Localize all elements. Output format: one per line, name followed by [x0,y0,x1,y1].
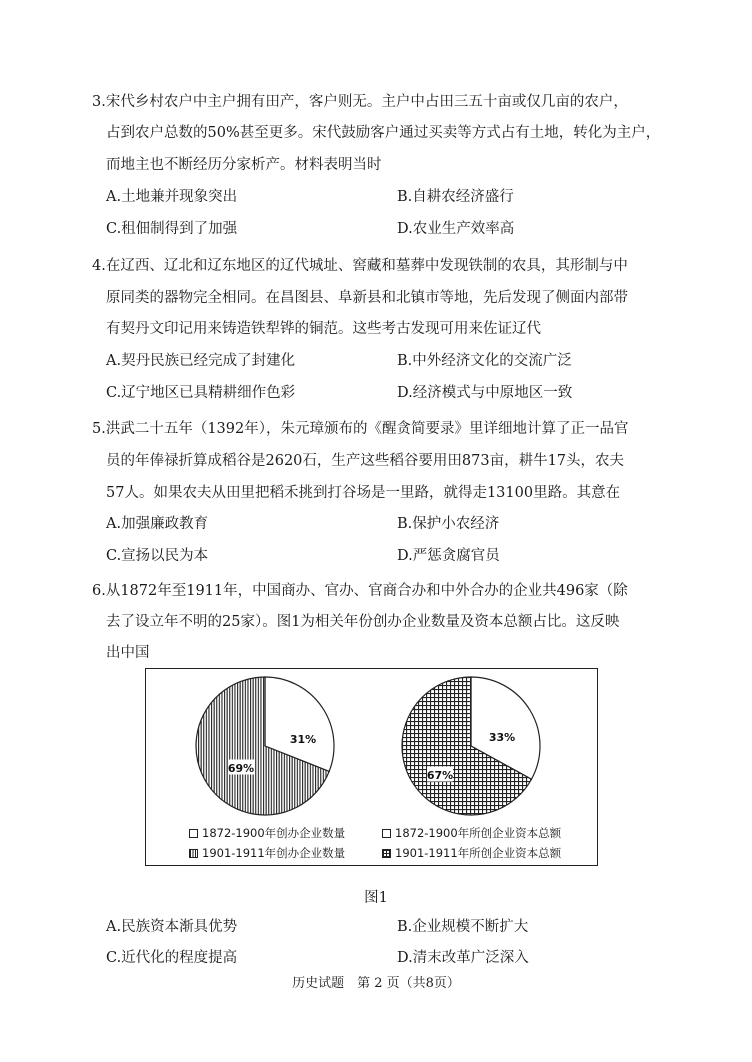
legend-item-3: 1901-1911年创办企业数量 [189,845,345,861]
legend-swatch-grid-icon [382,849,391,858]
q5-option-a: A.加强廉政教育 [106,516,209,532]
q3-option-a: A.土地兼并现象突出 [106,189,238,205]
pie-data-label-1-2: 69% [227,762,255,775]
figure-1-chart [145,668,598,866]
legend-item-2: 1872-1900年所创企业资本总额 [382,825,561,841]
pie-data-label-1-1: 31% [289,733,317,746]
q6-option-d: D.清末改革广泛深入 [397,950,529,966]
q4-stem-line-2: 原同类的器物完全相同。在昌图县、阜新县和北镇市等地，先后发现了侧面内部带 [106,290,628,306]
figure-caption: 图1 [364,890,388,906]
q6-option-b: B.企业规模不断扩大 [397,919,529,935]
legend-item-1: 1872-1900年创办企业数量 [189,825,345,841]
q3-option-c: C.租佃制得到了加强 [106,221,238,237]
pie-left-enterprise-count [196,677,334,815]
legend-swatch-vertical-lines-icon [189,849,198,858]
q4-option-d: D.经济模式与中原地区一致 [397,385,573,401]
q6-option-c: C.近代化的程度提高 [106,950,238,966]
q6-stem-line-3: 出中国 [106,645,150,661]
q4-stem-line-1: 4.在辽西、辽北和辽东地区的辽代城址、窖藏和墓葬中发现铁制的农具，其形制与中 [92,258,628,274]
q6-stem-line-1: 6.从1872年至1911年，中国商办、官办、官商合办和中外合办的企业共496家（除 [92,583,628,599]
q5-stem-line-3: 57人。如果农夫从田里把稻禾挑到打谷场是一里路，就得走13100里路。其意在 [106,485,621,501]
pie-data-label-2-1: 33% [488,731,516,744]
q5-option-d: D.严惩贪腐官员 [397,548,500,564]
q5-stem-line-2: 员的年俸禄折算成稻谷是2620石，生产这些稻谷要用田873亩，耕牛17头，农夫 [106,453,625,469]
pie-data-label-2-2: 67% [426,769,454,782]
q5-option-b: B.保护小农经济 [397,516,500,532]
pie-right-capital-total [402,677,540,815]
legend-swatch-blank-icon [189,829,198,838]
q4-option-b: B.中外经济文化的交流广泛 [397,353,572,369]
q4-stem-line-3: 有契丹文印记用来铸造铁犁铧的铜范。这些考古发现可用来佐证辽代 [106,321,541,337]
q6-option-a: A.民族资本渐具优势 [106,919,238,935]
page-footer: 历史试题 第 2 页（共8页） [292,976,460,991]
q3-stem-line-1: 3.宋代乡村农户中主户拥有田产，客户则无。主户中占田三五十亩或仅几亩的农户， [92,94,628,110]
q3-stem-line-3: 而地主也不断经历分家析产。材料表明当时 [106,157,382,173]
q5-stem-line-1: 5.洪武二十五年（1392年），朱元璋颁布的《醒贪简要录》里详细地计算了正一品官 [92,421,629,437]
legend-swatch-blank-icon [382,829,391,838]
q4-option-a: A.契丹民族已经完成了封建化 [106,353,296,369]
q4-option-c: C.辽宁地区已具精耕细作色彩 [106,385,296,401]
legend-item-4: 1901-1911年所创企业资本总额 [382,845,561,861]
q6-stem-line-2: 去了设立年不明的25家）。图1为相关年份创办企业数量及资本总额占比。这反映 [106,614,620,630]
q5-option-c: C.宣扬以民为本 [106,548,209,564]
q3-stem-line-2: 占到农户总数的50%甚至更多。宋代鼓励客户通过买卖等方式占有土地，转化为主户， [106,125,661,141]
q3-option-b: B.自耕农经济盛行 [397,189,514,205]
q3-option-d: D.农业生产效率高 [397,221,515,237]
